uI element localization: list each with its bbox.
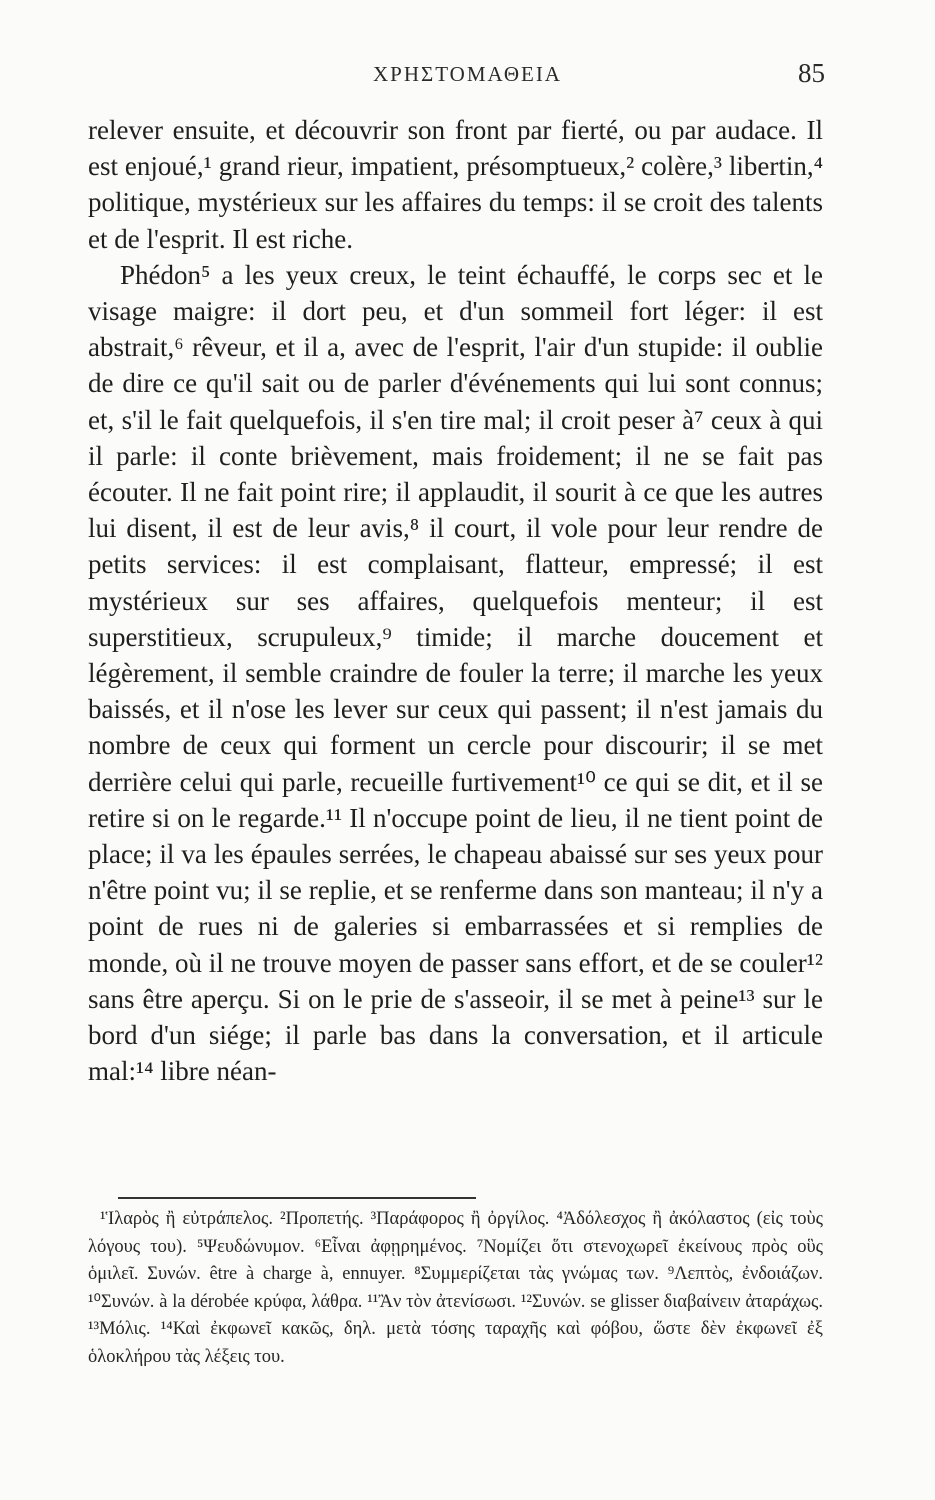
footnote-separator xyxy=(118,1197,476,1199)
paragraph: relever ensuite, et découvrir son front par fierté, ou par audace. Il est enjoué,¹ grand rieur, impatient, présomptueux,² colère,³ libertin,⁴ politique, mystérieux sur les affaires du temps: il se croit des talents et de l'esprit. Il est riche. xyxy=(88,115,823,254)
running-title: ΧΡΗΣΤΟΜΑΘΕΙΑ xyxy=(373,62,562,86)
page-number: 85 xyxy=(798,58,825,88)
footnotes xyxy=(88,1206,823,1371)
paragraph: Phédon⁵ a les yeux creux, le teint échauffé, le corps sec et le visage maigre: il dort peu, et d'un sommeil fort léger: il est abstrait,⁶ rêveur, et il a, avec de l'esprit, l'air d'un stupide: il oublie de dire ce qu'il sait ou de parler d'événements qui lui sont connus; et, s'il le fait quelquefois, il s'en tire mal; il croit peser à⁷ ceux à qui il parle: il conte brièvement, mais froidement; il ne se fait pas écouter. Il ne fait point rire; il applaudit, il sourit à ce que les autres lui disent, il est de leur avis,⁸ il court, il vole pour leur rendre de petits services: il est complaisant, flatteur, empressé; il est mystérieux sur ses affaires, quelquefois menteur; il est superstitieux, scrupuleux,⁹ timide; il marche doucement et légèrement, il semble craindre de fouler la terre; il marche les yeux baissés, et il n'ose les lever sur ceux qui passent; il n'est jamais du nombre de ceux qui forment un cercle pour discourir; il se met derrière celui qui parle, recueille furtivement¹⁰ ce qui se dit, et il se retire si on le regarde.¹¹ Il n'occupe point de lieu, il ne tient point de place; il va les épaules serrées, le chapeau abaissé sur ses yeux pour n'être point vu; il se replie, et se renferme dans son manteau; il n'y a point de rues ni de galeries si embarrassées et si remplies de monde, où il ne trouve moyen de passer sans effort, et de se couler¹² sans être aperçu. Si on le prie de s'asseoir, il se met à peine¹³ sur le bord d'un siége; il parle bas dans la conversation, et il articule mal:¹⁴ libre néan- xyxy=(88,259,823,1087)
footnote-text: ¹Ἱλαρὸς ἢ εὐτράπελος. ²Προπετής. ³Παράφορος ἢ ὀργίλος. ⁴Ἀδόλεσχος ἢ ἀκόλαστος (εἰς τοὺς λόγους του). ⁵Ψευδώνυμον. ⁶Εἶναι ἀφῃρημένος. ⁷Νομίζει ὅτι στενοχωρεῖ ἐκείνους πρὸς οὓς ὁμιλεῖ. Συνών. être à charge à, ennuyer. ⁸Συμμερίζεται τὰς γνώμας των. ⁹Λεπτὸς, ἐνδοιάζων. ¹⁰Συνών. à la dérobée κρύφα, λάθρα. ¹¹Ἂν τὸν ἀτενίσωσι. ¹²Συνών. se glisser διαβαίνειν ἀταράχως. ¹³Μόλις. ¹⁴Καὶ ἐκφωνεῖ κακῶς, δηλ. μετὰ τόσης ταραχῆς καὶ φόβου, ὥστε δὲν ἐκφωνεῖ ἐξ ὁλοκλήρου τὰς λέξεις του. xyxy=(88,1209,823,1367)
main-text xyxy=(88,112,823,1089)
